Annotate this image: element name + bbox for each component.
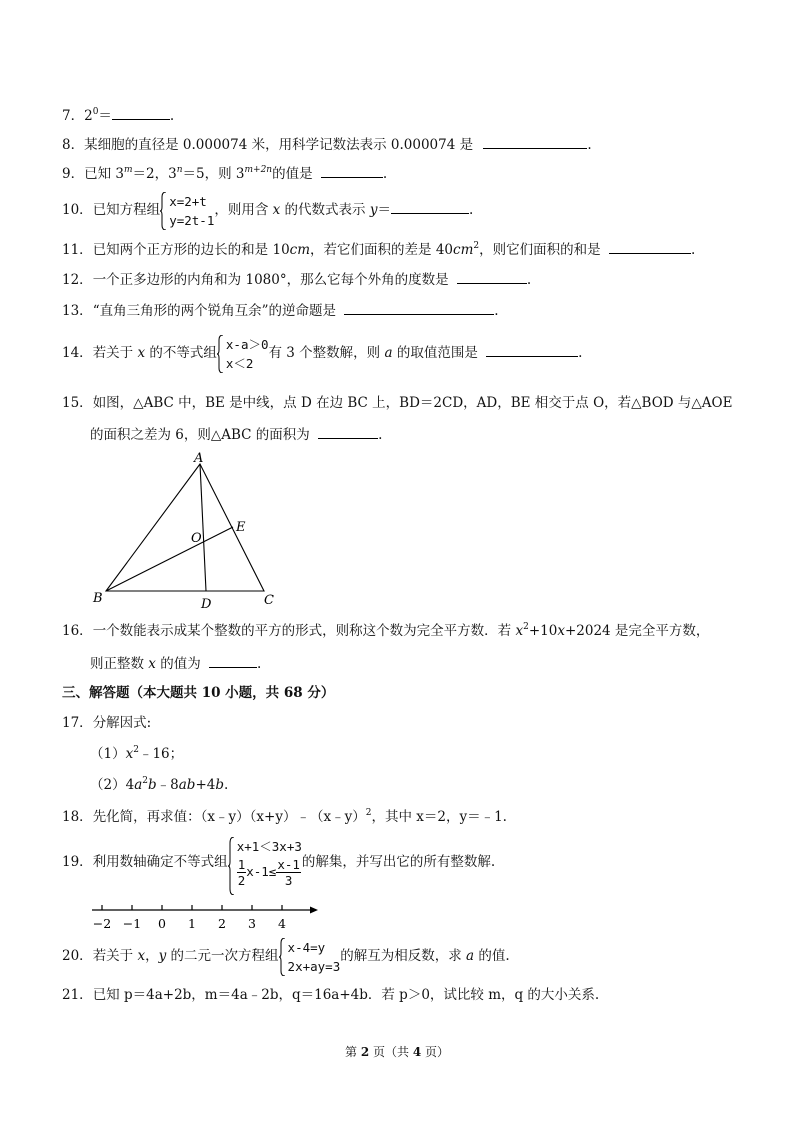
answer-blank-9[interactable] (321, 163, 383, 178)
left-brace-icon (160, 192, 167, 230)
question-9: 9．已知 $3^m=2$，$3^n=5$，则 $3^{m+2n}$的值是 . (62, 165, 388, 182)
question-13: 13．“直角三角形的两个锐角互余”的逆命题是 . (62, 300, 499, 320)
left-brace-icon (279, 938, 286, 976)
answer-blank-11[interactable] (609, 239, 691, 254)
question-10: 10．已知方程组 x=2+t y=2t-1 ，则用含 x 的代数式表示 y＝ . (62, 193, 474, 228)
label-c: C (264, 593, 274, 608)
question-12: 12．一个正多边形的内角和为 1080°，那么它每个外角的度数是 . (62, 269, 531, 289)
inequality-system-14: x-a＞0 x＜2 (217, 335, 269, 373)
answer-blank-12[interactable] (457, 269, 527, 284)
question-21: 21．已知 p＝4a+2b，m＝4a﹣2b，q＝16a+4b．若 p＞0，试比较 m，q 的大小关系. (62, 987, 600, 1003)
segment-ad (200, 464, 206, 591)
number-line-tick-label: 4 (278, 916, 286, 931)
inequality-system-19: x+1＜3x+3 $\frac{1}{2}$ x-1≤ $\frac{x-1}{3}$ (228, 837, 302, 888)
number-line (88, 898, 328, 934)
triangle-figure (88, 450, 288, 615)
answer-blank-7[interactable] (112, 105, 170, 120)
equation-system-10: x=2+t y=2t-1 (160, 192, 214, 230)
answer-blank-8[interactable] (483, 134, 587, 149)
question-17-part-1: $(1)x^2﹣16$； (90, 745, 184, 762)
number-line-tick-label: 0 (158, 916, 166, 931)
question-20: 20．若关于 x，y 的二元一次方程组 x-4=y 2x+ay=3 的解互为相反数，求 a 的值. (62, 939, 510, 974)
number-line-tick-label: −2 (92, 916, 112, 931)
equation-system-20: x-4=y 2x+ay=3 (279, 938, 341, 976)
question-17-part-2: $(2)4a^2b﹣8ab+4b$. (90, 776, 229, 793)
question-11: 11．已知两个正方形的边长的和是 10cm，若它们面积的差是 $40cm^2$，则它们面积的和是 . (62, 241, 696, 258)
question-7: 7．$2^0=$ . (62, 107, 175, 124)
answer-blank-14[interactable] (486, 342, 578, 357)
label-o: O (191, 531, 202, 546)
answer-blank-13[interactable] (344, 300, 494, 315)
question-19: 19．利用数轴确定不等式组 x+1＜3x+3 $\frac{1}{2}$ x-1≤ $\frac{x-1}{3}$ 的解集，并写出它的所有整数解. (62, 832, 495, 892)
segment-be (106, 527, 233, 591)
left-brace-icon (228, 837, 235, 895)
question-16-line-1: 16．一个数能表示成某个整数的平方的形式，则称这个数为完全平方数．若 $x^2+10x+2024$ 是完全平方数， (62, 622, 710, 639)
answer-blank-10[interactable] (391, 199, 469, 214)
question-15-line-2: 的面积之差为 6，则△ABC 的面积为 . (90, 424, 382, 444)
label-a: A (194, 451, 204, 466)
answer-blank-15[interactable] (318, 424, 378, 439)
question-16-line-2: 则正整数 x 的值为 . (90, 653, 261, 673)
number-line-tick-label: 2 (218, 916, 226, 931)
question-8: 8．某细胞的直径是 0.000074 米，用科学记数法表示 0.000074 是 . (62, 134, 592, 154)
section-3-heading: 三、解答题（本大题共 10 小题，共 68 分） (62, 685, 335, 701)
question-17: 17．分解因式: (62, 715, 152, 731)
label-b: B (93, 591, 103, 606)
left-brace-icon (217, 335, 224, 373)
answer-blank-16[interactable] (209, 653, 257, 668)
page-footer: 第 2 页（共 4 页） (344, 1045, 449, 1059)
number-line-tick-label: 1 (188, 916, 196, 931)
question-15-line-1: 15．如图，△ABC 中，BE 是中线，点 D 在边 BC 上，BD＝2CD，AD，BE 相交于点 O，若△BOD 与△AOE (62, 395, 733, 411)
question-18: 18．先化简，再求值：（x﹣y）（x+y）﹣（x﹣y）$^2$，其中 x＝2，y＝﹣1. (62, 808, 507, 825)
label-e: E (236, 520, 246, 535)
arrow-right-icon (310, 907, 318, 914)
label-d: D (201, 597, 212, 612)
number-line-tick-label: 3 (248, 916, 256, 931)
question-14: 14．若关于 x 的不等式组 x-a＞0 x＜2 有 3 个整数解，则 a 的取值范围是 . (62, 336, 583, 371)
number-line-tick-label: −1 (122, 916, 142, 931)
